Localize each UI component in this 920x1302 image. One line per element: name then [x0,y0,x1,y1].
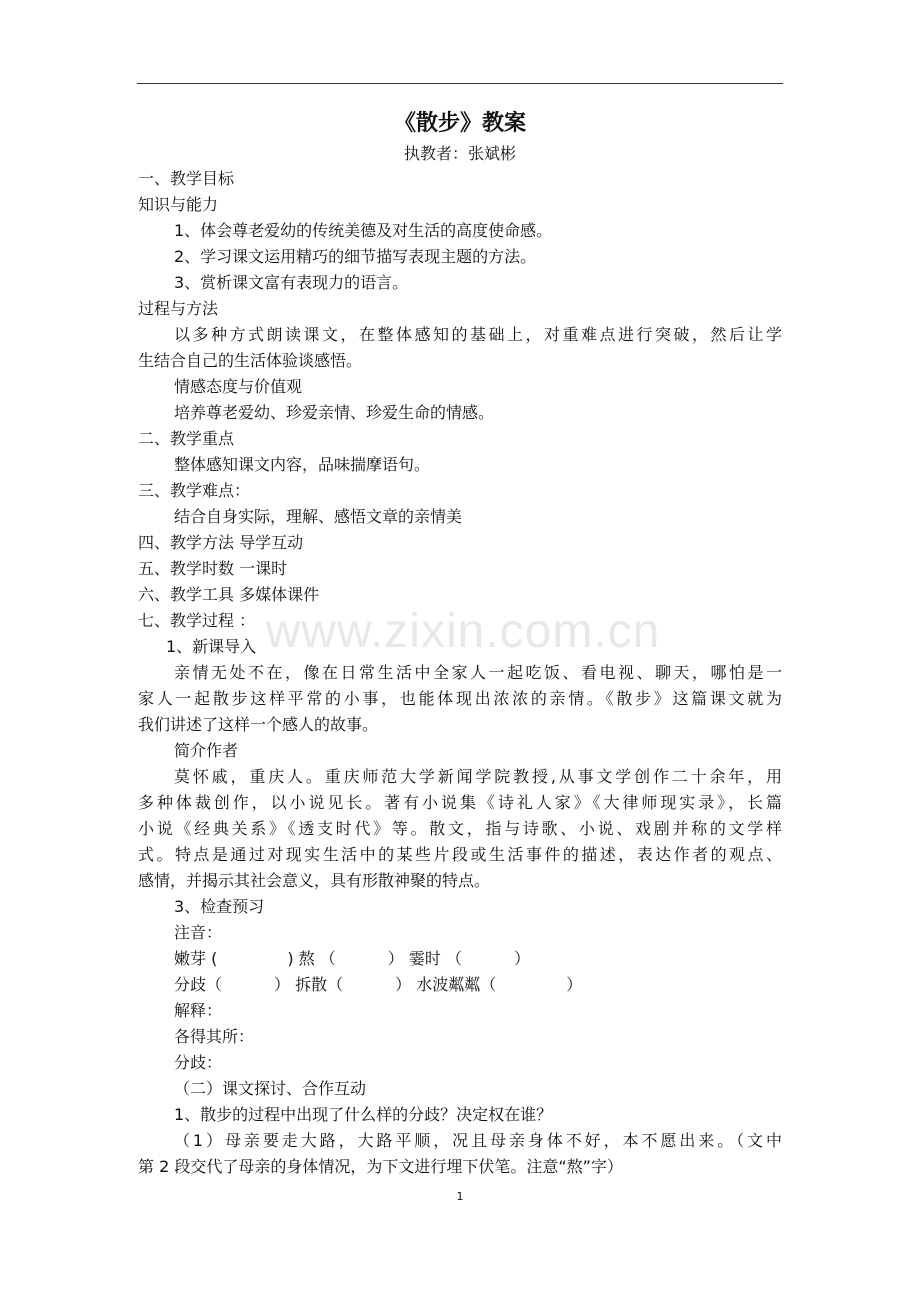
paragraph-line: 整体感知课文内容，品味揣摩语句。 [174,455,431,474]
section-heading: 二、教学重点 [138,429,235,448]
pinyin-item: ） 拆散（ [274,975,344,994]
paragraph-line: 多种体裁创作，以小说见长。著有小说集《诗礼人家》《大律师现实录》，长篇 [138,793,782,812]
document-title: 《散步》教案 [393,111,526,136]
paragraph-line: 第 2 段交代了母亲的身体情况，为下文进行埋下伏笔。注意“熬”字） [138,1157,623,1176]
paragraph-line: 莫怀戚，重庆人。重庆师范大学新闻学院教授,从事文学创作二十余年，用 [174,767,782,786]
paragraph-line: 式。特点是通过对现实生活中的某些片段或生活事件的描述，表达作者的观点、 [138,845,782,864]
paragraph-line: 1、散步的过程中出现了什么样的分歧？决定权在谁？ [174,1105,553,1124]
section-heading: 七、教学过程 ： [138,611,256,630]
section-heading: 一、教学目标 [138,169,235,188]
paragraph-line: 1、体会尊老爱幼的传统美德及对生活的高度使命感。 [174,221,553,240]
paragraph-line: 注音： [174,923,223,942]
pinyin-row [138,972,782,998]
paragraph-line: 生结合自己的生活体验谈感悟。 [138,351,363,370]
paragraph-line: 培养尊老爱幼、珍爱亲情、珍爱生命的情感。 [174,403,495,422]
paragraph-line: 3、赏析课文富有表现力的语言。 [174,273,409,292]
paragraph-line: 以多种方式朗读课文，在整体感知的基础上，对重难点进行突破，然后让学 [174,325,782,344]
pinyin-item: ) 熬 （ [287,949,336,968]
watermark-text: www.zixin.com.cn [265,605,661,658]
subheading: 3、检查预习 [174,897,265,916]
paragraph-line: 结合自身实际，理解、感悟文章的亲情美 [174,507,463,526]
paragraph-line: 感情，并揭示其社会意义，具有形散神聚的特点。 [138,871,491,890]
subheading: （二）课文探讨、合作互动 [174,1079,367,1098]
paragraph-line: 各得其所： [174,1027,255,1046]
subheading: 知识与能力 [138,195,219,214]
paragraph-line: 亲情无处不在，像在日常生活中全家人一起吃饭、看电视、聊天，哪怕是一 [174,663,782,682]
paragraph-line: 解释： [174,1001,223,1020]
section-heading: 四、教学方法 导学互动 [138,533,304,552]
pinyin-item: 分歧（ [174,975,223,994]
paragraph-line: 我们讲述了这样一个感人的故事。 [138,715,379,734]
page-number: 1 [456,1190,464,1203]
pinyin-item: ） 霎时 （ [387,949,462,968]
paragraph-line: 小说《经典关系》《透支时代》等。散文，指与诗歌、小说、戏剧并称的文学样 [138,819,782,838]
header-rule [137,83,783,84]
paragraph-line: （1）母亲要走大路，大路平顺，况且母亲身体不好，本不愿出来。（文中 [174,1131,782,1150]
document-body [138,166,782,1180]
subheading: 情感态度与价值观 [174,377,303,396]
paragraph-line: 分歧： [174,1053,223,1072]
section-heading: 三、教学难点： [138,481,251,500]
pinyin-item: 嫩芽 ( [174,949,218,968]
pinyin-item: ） [513,949,530,968]
document-author: 执教者：张斌彬 [403,144,516,163]
pinyin-item: ） 水波粼粼（ [395,975,497,994]
subheading: 过程与方法 [138,299,219,318]
section-heading: 五、教学时数 一课时 [138,559,288,578]
subheading: 1、新课导入 [166,637,257,656]
paragraph-line: 2、学习课文运用精巧的细节描写表现主题的方法。 [174,247,537,266]
subheading: 简介作者 [174,741,239,760]
paragraph-line: 家人一起散步这样平常的小事，也能体现出浓浓的亲情。《散步》这篇课文就为 [138,689,782,708]
pinyin-item: ） [566,975,583,994]
pinyin-row [138,946,782,972]
section-heading: 六、教学工具 多媒体课件 [138,585,320,604]
